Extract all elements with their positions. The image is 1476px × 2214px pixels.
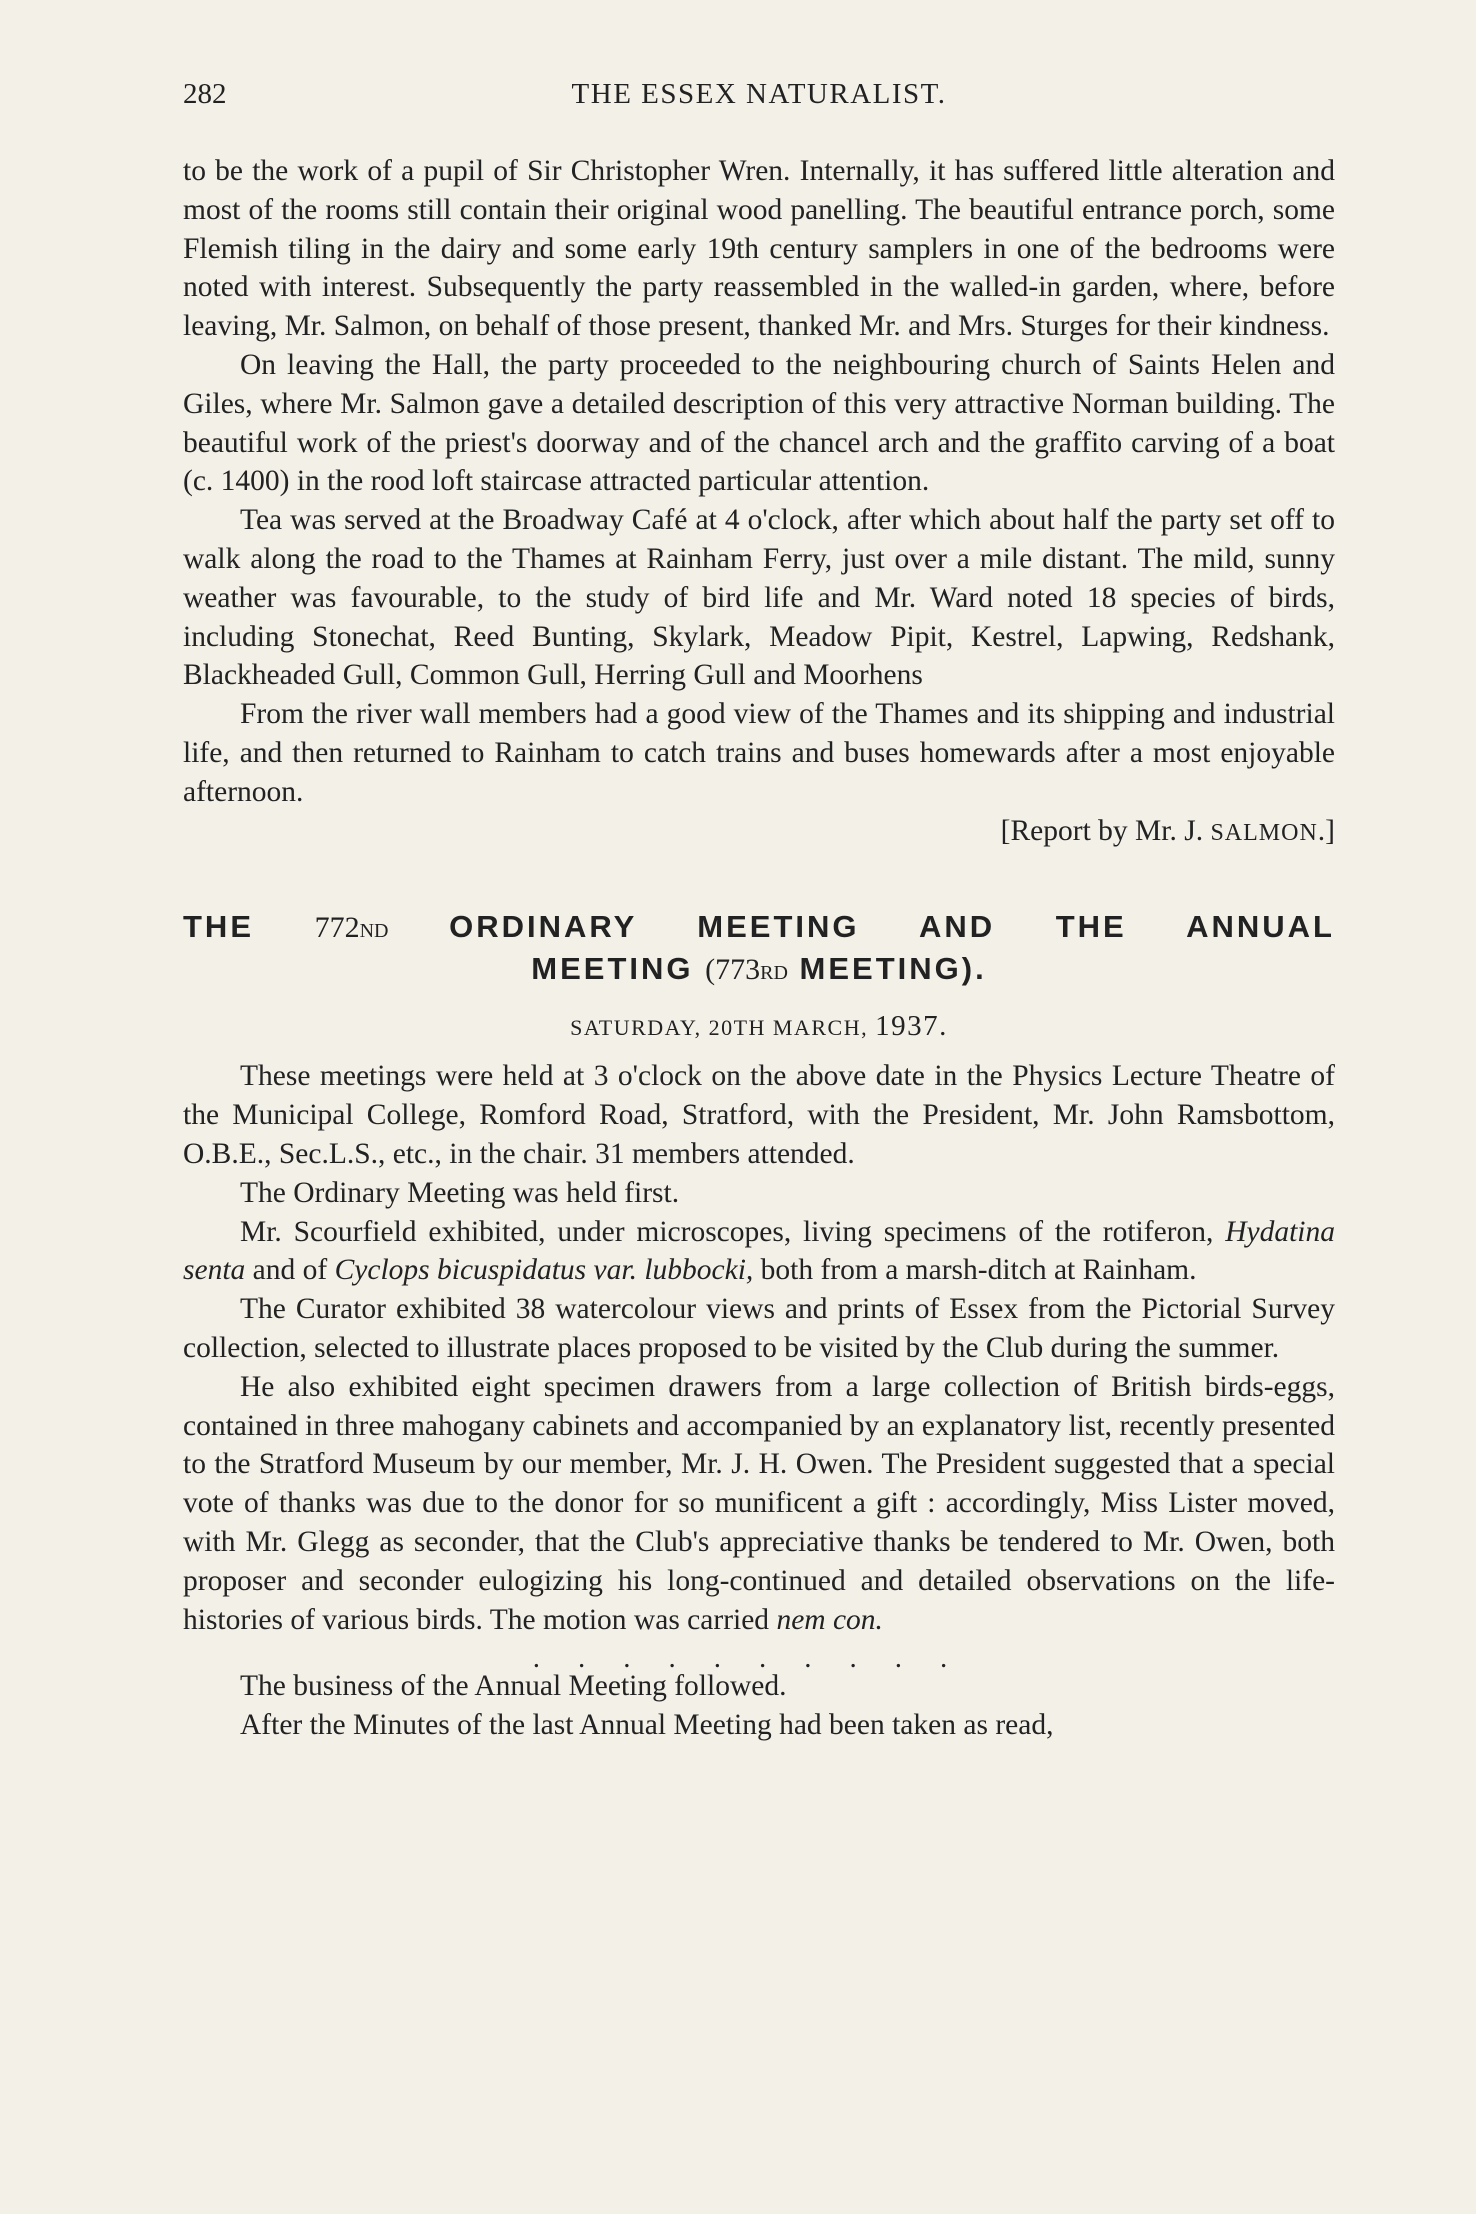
page-number: 282	[183, 78, 227, 110]
report-paragraph: Tea was served at the Broadway Café at 4 o'clock, after which about half the party set off to walk along the road to the Thames at Rainham Ferry, just over a mile distant. The mild, sunny weather was favourable, to the study of bird life and Mr. Ward noted 18 species of birds, including Stonechat, Reed Bunting, Skylark, Meadow Pipit, Kestrel, Lapwing, Redshank, Blackheaded Gull, Common Gull, Herring Gull and Moorhens	[183, 504, 1335, 692]
meeting-paragraph: Mr. Scourfield exhibited, under microscopes, living specimens of the rotiferon, Hydatina senta and of Cyclops bicuspidatus var. lubbocki, both from a marsh-ditch at Rainham.	[183, 1215, 1335, 1287]
section-heading: THE 772ND ORDINARY MEETING AND THE ANNUAL MEETING (773RD MEETING).	[183, 909, 1335, 987]
report-paragraph: On leaving the Hall, the party proceeded to the neighbouring church of Saints Helen and Giles, where Mr. Salmon gave a detailed description of this very attractive Norman building. The beautiful work of the priest's doorway and of the chancel arch and the graffito carving of a boat (c. 1400) in the rood loft staircase attracted particular attention.	[183, 348, 1335, 498]
section-break-dots: ..........	[532, 1642, 986, 1675]
meeting-paragraph: He also exhibited eight specimen drawers from a large collection of British birds-eggs, contained in three mahogany cabinets and accompanied by an explanatory list, recently presented to the Stratford Museum by our member, Mr. J. H. Owen. The President suggested that a special vote of thanks was due to the donor for so munificent a gift : accordingly, Miss Lister moved, with Mr. Glegg as seconder, that the Club's appreciative thanks be tendered to Mr. Owen, both proposer and seconder eulogizing his long-continued and detailed observations on the life-histories of various birds. The motion was carried nem con.	[183, 1370, 1335, 1636]
meeting-paragraph: The business of the Annual Meeting followed.	[240, 1670, 787, 1703]
meeting-paragraph: After the Minutes of the last Annual Meeting had been taken as read,	[240, 1709, 1054, 1742]
signature-name: SALMON	[1210, 819, 1318, 846]
page-header	[183, 78, 1335, 120]
report-signature: [Report by Mr. J. SALMON.]	[1000, 814, 1335, 847]
meeting-paragraph: The Curator exhibited 38 watercolour views and prints of Essex from the Pictorial Survey collection, selected to illustrate places proposed to be visited by the Club during the summer.	[183, 1293, 1335, 1364]
running-title: THE ESSEX NATURALIST.	[571, 78, 947, 110]
meeting-date: SATURDAY, 20TH MARCH, 1937.	[570, 1010, 948, 1043]
report-paragraph: to be the work of a pupil of Sir Christopher Wren. Internally, it has suffered little alteration and most of the rooms still contain their original wood panelling. The beautiful entrance porch, some Flemish tiling in the dairy and some early 19th century samplers in one of the bedrooms were noted with interest. Subsequently the party reassembled in the walled-in garden, where, before leaving, Mr. Salmon, on behalf of those present, thanked Mr. and Mrs. Sturges for their kindness.	[183, 155, 1335, 343]
meeting-paragraph: The Ordinary Meeting was held first.	[240, 1176, 680, 1209]
report-paragraph: From the river wall members had a good view of the Thames and its shipping and industrial life, and then returned to Rainham to catch trains and buses homewards after a most enjoyable afternoon.	[183, 698, 1335, 808]
page-body	[183, 152, 1335, 1745]
meeting-paragraph: These meetings were held at 3 o'clock on the above date in the Physics Lecture Theatre of the Municipal College, Romford Road, Stratford, with the President, Mr. John Ramsbottom, O.B.E., Sec.L.S., etc., in the chair. 31 members attended.	[183, 1060, 1335, 1170]
